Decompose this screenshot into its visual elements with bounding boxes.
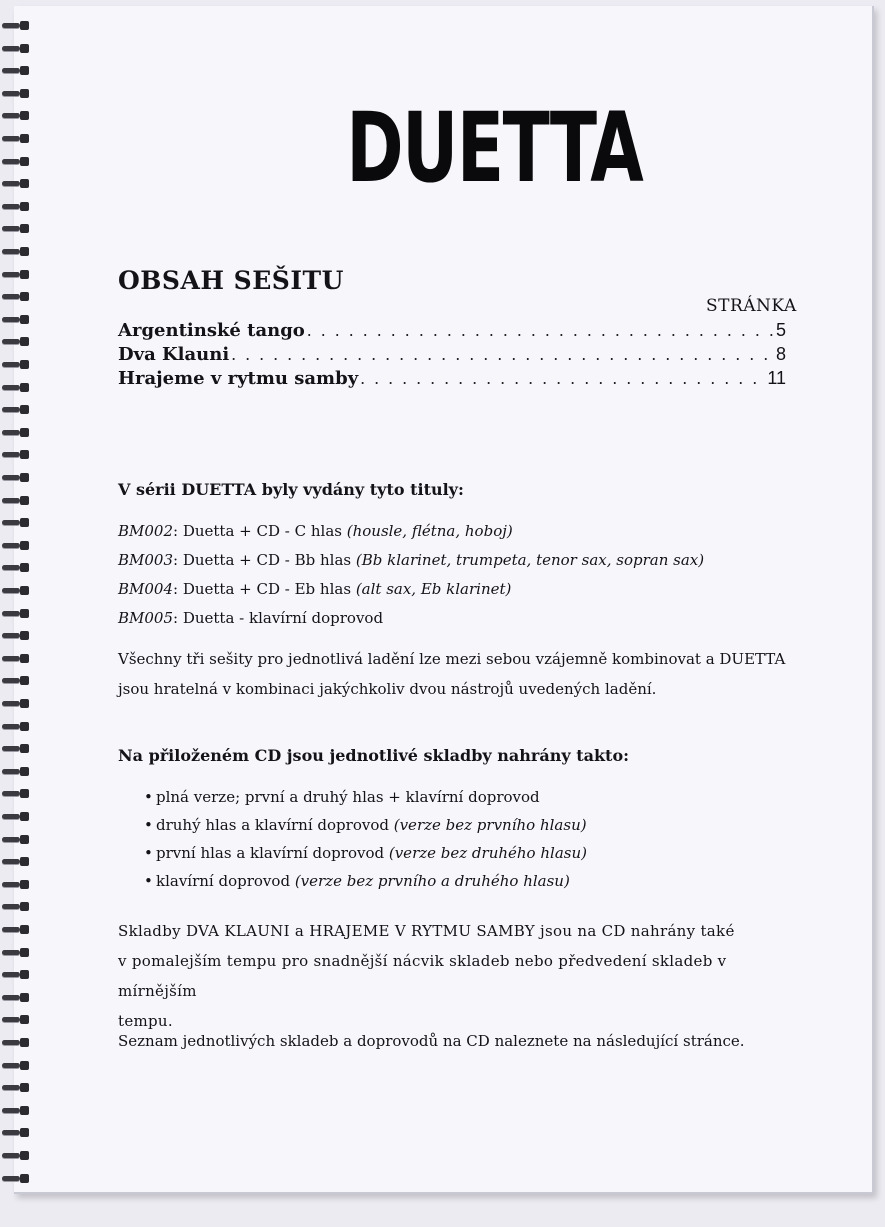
toc-entry [118,318,786,342]
spiral-ring [2,766,28,777]
toc-entry-page: 5 [775,320,786,340]
toc-entry-label: Argentinské tango [118,320,305,341]
spiral-ring [2,1127,28,1138]
toc-heading: OBSAH SEŠITU [118,266,344,295]
item-note: (Bb klarinet, trumpeta, tenor sax, sopran sax) [355,551,705,569]
spiral-ring [2,1037,28,1048]
spiral-binding [0,20,34,1200]
spiral-ring [2,156,28,167]
spiral-ring [2,1173,28,1184]
spiral-ring [2,495,28,506]
spiral-ring [2,698,28,709]
page-title: DUETTA [346,92,643,204]
item-note: (housle, flétna, hoboj) [346,522,513,540]
spiral-ring [2,404,28,415]
spiral-ring [2,608,28,619]
spiral-ring [2,992,28,1003]
bullet-icon: • [144,816,153,834]
spiral-ring [2,382,28,393]
spiral-ring [2,20,28,31]
item-note: (verze bez prvního a druhého hlasu) [294,872,570,890]
spiral-ring [2,901,28,912]
list-item [118,607,704,636]
catalog-code: BM003 [118,551,174,569]
spiral-ring [2,834,28,845]
spiral-ring [2,585,28,596]
catalog-code: BM005 [118,609,174,627]
paragraph-line: Skladby DVA KLAUNI a HRAJEME V RYTMU SAMBY jsou na CD nahrány také [118,922,735,940]
toc-entry [118,342,786,366]
spiral-ring [2,223,28,234]
paragraph-line: v pomalejším tempu pro snadnější nácvik skladeb nebo předvedení skladeb v mírnějším [118,952,727,1000]
spiral-ring [2,1082,28,1093]
spiral-ring [2,291,28,302]
spiral-ring [2,43,28,54]
series-list [118,520,704,636]
spiral-ring [2,879,28,890]
spiral-ring [2,743,28,754]
list-item [144,814,587,842]
toc-entry-label: Dva Klauni [118,344,230,365]
catalog-code: BM004 [118,580,174,598]
item-text: : Duetta + CD - C hlas [173,522,347,540]
toc-entry-page: 8 [775,344,786,364]
item-text: : Duetta + CD - Eb hlas [173,580,356,598]
toc-entry-page: 11 [767,368,786,388]
spiral-ring [2,472,28,483]
toc-entry-label: Hrajeme v rytmu samby [118,368,359,389]
spiral-ring [2,1060,28,1071]
item-note: (verze bez prvního hlasu) [393,816,587,834]
toc-entry [118,366,786,390]
spiral-ring [2,788,28,799]
toc-leader-dots [307,318,774,342]
paragraph-line: tempu. [118,1012,173,1030]
paragraph-track-list-note: Seznam jednotlivých skladeb a doprovodů na CD naleznete na následující stránce. [118,1032,745,1050]
toc-list [118,318,786,390]
item-text: druhý hlas a klavírní doprovod [156,816,394,834]
bullet-icon: • [144,844,153,862]
paragraph-combine [118,644,798,704]
series-heading: V sérii DUETTA byly vydány tyto tituly: [118,480,464,499]
bullet-icon: • [144,788,153,806]
spiral-ring [2,110,28,121]
spiral-ring [2,517,28,528]
spiral-ring [2,65,28,76]
list-item [144,786,587,814]
spiral-ring [2,178,28,189]
spiral-ring [2,811,28,822]
spiral-ring [2,1014,28,1025]
spiral-ring [2,540,28,551]
bullet-icon: • [144,872,153,890]
list-item [118,578,704,607]
spiral-ring [2,630,28,641]
paragraph-line: jsou hratelná v kombinaci jakýchkoliv dvou nástrojů uvedených ladění. [118,680,657,698]
spiral-ring [2,1150,28,1161]
cd-track-list [144,786,587,898]
spiral-ring [2,675,28,686]
item-text: první hlas a klavírní doprovod [156,844,389,862]
spiral-ring [2,653,28,664]
spiral-ring [2,269,28,280]
list-item [144,842,587,870]
toc-leader-dots [360,366,765,390]
list-item [118,520,704,549]
spiral-ring [2,427,28,438]
spiral-ring [2,336,28,347]
spiral-ring [2,947,28,958]
item-text: : Duetta + CD - Bb hlas [173,551,356,569]
toc-page-column-label: STRÁNKA [706,296,797,316]
spiral-ring [2,1105,28,1116]
catalog-code: BM002 [118,522,174,540]
spiral-ring [2,969,28,980]
cd-heading: Na přiloženém CD jsou jednotlivé skladby nahrány takto: [118,746,630,765]
spiral-ring [2,133,28,144]
spiral-ring [2,359,28,370]
toc-leader-dots [231,342,774,366]
item-text: plná verze; první a druhý hlas + klavírní doprovod [156,788,540,806]
list-item [144,870,587,898]
spiral-ring [2,721,28,732]
item-text: klavírní doprovod [156,872,295,890]
spiral-ring [2,314,28,325]
spiral-ring [2,562,28,573]
item-note: (alt sax, Eb klarinet) [355,580,512,598]
item-text: : Duetta - klavírní doprovod [173,609,384,627]
paragraph-line: Všechny tři sešity pro jednotlivá ladění lze mezi sebou vzájemně kombinovat a DUETTA [118,650,786,668]
spiral-ring [2,246,28,257]
paragraph-tempo [118,916,798,1036]
list-item [118,549,704,578]
item-note: (verze bez druhého hlasu) [388,844,587,862]
spiral-ring [2,201,28,212]
spiral-ring [2,449,28,460]
spiral-ring [2,856,28,867]
spiral-ring [2,88,28,99]
spiral-ring [2,924,28,935]
